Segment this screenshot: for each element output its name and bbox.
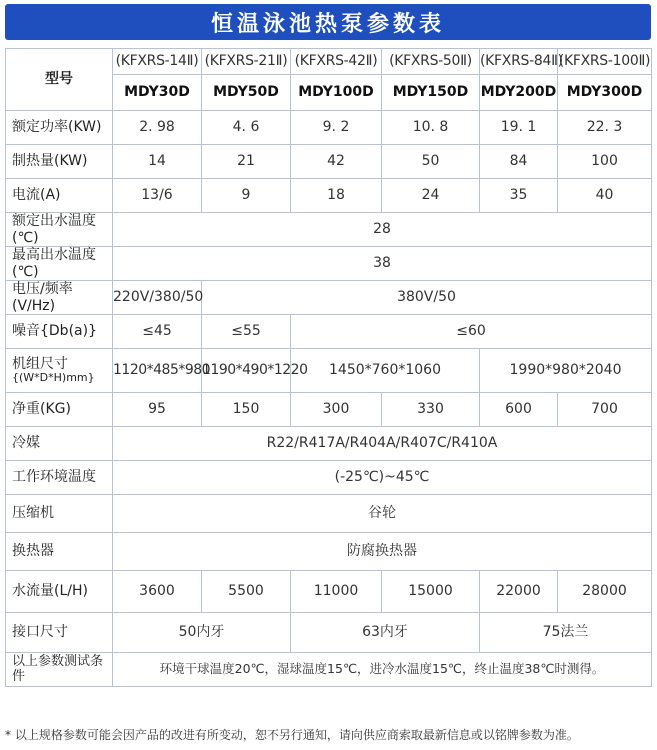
cell-value: 14 <box>113 145 202 179</box>
cell-value: 63内牙 <box>291 613 480 653</box>
cell-value: 防腐换热器 <box>113 533 652 571</box>
model-name: MDY300D <box>558 75 652 111</box>
cell-value: 4. 6 <box>202 111 291 145</box>
model-name: MDY200D <box>480 75 558 111</box>
model-code: (KFXRS-100Ⅱ) <box>558 49 652 75</box>
exchanger-row <box>6 533 652 571</box>
row-label: 水流量(L/H) <box>6 571 113 613</box>
cell-value: 38 <box>113 247 652 281</box>
row-label: 以上参数测试条件 <box>6 653 113 687</box>
compressor-row <box>6 495 652 533</box>
cell-value: 380V/50 <box>202 281 652 315</box>
cell-value: 35 <box>480 179 558 213</box>
cell-value: 2. 98 <box>113 111 202 145</box>
cell-value: 18 <box>291 179 382 213</box>
model-code: (KFXRS-21Ⅱ) <box>202 49 291 75</box>
dims-row <box>6 349 652 393</box>
cell-value: R22/R417A/R404A/R407C/R410A <box>113 427 652 461</box>
cell-value: 28 <box>113 213 652 247</box>
cell-value: 3600 <box>113 571 202 613</box>
cell-value: 19. 1 <box>480 111 558 145</box>
cell-value: 50 <box>382 145 480 179</box>
cell-value: 40 <box>558 179 652 213</box>
cell-value: 5500 <box>202 571 291 613</box>
voltage-row <box>6 281 652 315</box>
cell-value: 9 <box>202 179 291 213</box>
title-bar <box>5 4 651 40</box>
cell-value: 600 <box>480 393 558 427</box>
dims-label: 机组尺寸 <box>12 356 68 373</box>
cell-value: 10. 8 <box>382 111 480 145</box>
cell-value: 700 <box>558 393 652 427</box>
spec-table <box>5 48 652 687</box>
cell-value: 11000 <box>291 571 382 613</box>
cell-value: 22. 3 <box>558 111 652 145</box>
ambient-row <box>6 461 652 495</box>
row-label: 额定功率(KW) <box>6 111 113 145</box>
model-label: 型号 <box>6 49 113 111</box>
cell-value: 1450*760*1060 <box>291 349 480 393</box>
cell-value: (-25℃)~45℃ <box>113 461 652 495</box>
cell-value: 1990*980*2040 <box>480 349 652 393</box>
cell-value: 84 <box>480 145 558 179</box>
cell-value: 22000 <box>480 571 558 613</box>
row-label: 噪音{Db(a)} <box>6 315 113 349</box>
cell-value: 21 <box>202 145 291 179</box>
weight-row <box>6 393 652 427</box>
model-code: (KFXRS-14Ⅱ) <box>113 49 202 75</box>
row-label: 压缩机 <box>6 495 113 533</box>
cell-value: 谷轮 <box>113 495 652 533</box>
cell-value: 95 <box>113 393 202 427</box>
model-code-row <box>6 49 652 75</box>
model-name: MDY150D <box>382 75 480 111</box>
cell-value: ≤60 <box>291 315 652 349</box>
row-label: 冷媒 <box>6 427 113 461</box>
flow-row <box>6 571 652 613</box>
cell-value: 75法兰 <box>480 613 652 653</box>
cell-value: 330 <box>382 393 480 427</box>
page-title: 恒温泳池热泵参数表 <box>210 11 445 37</box>
row-label <box>6 349 113 393</box>
cell-value: 9. 2 <box>291 111 382 145</box>
cell-value: 环境干球温度20℃，湿球温度15℃，进冷水温度15℃，终止温度38℃时测得。 <box>113 653 652 687</box>
cell-value: 24 <box>382 179 480 213</box>
cell-value: 150 <box>202 393 291 427</box>
noise-row <box>6 315 652 349</box>
connector-row <box>6 613 652 653</box>
cell-value: 15000 <box>382 571 480 613</box>
heating-row <box>6 145 652 179</box>
row-label: 接口尺寸 <box>6 613 113 653</box>
cell-value: 220V/380/50 <box>113 281 202 315</box>
cell-value: 50内牙 <box>113 613 291 653</box>
max-outlet-row <box>6 247 652 281</box>
model-code: (KFXRS-84Ⅱ) <box>480 49 558 75</box>
row-label: 额定出水温度(℃) <box>6 213 113 247</box>
cell-value: ≤45 <box>113 315 202 349</box>
model-name: MDY50D <box>202 75 291 111</box>
cell-value: 100 <box>558 145 652 179</box>
model-name: MDY30D <box>113 75 202 111</box>
row-label: 电压/频率(V/Hz) <box>6 281 113 315</box>
cell-value: 13/6 <box>113 179 202 213</box>
cell-value: 42 <box>291 145 382 179</box>
footnote: * 以上规格参数可能会因产品的改进有所变动，恕不另行通知，请向供应商索取最新信息或以铭牌参数为准。 <box>5 727 579 742</box>
model-code: (KFXRS-50Ⅱ) <box>382 49 480 75</box>
current-row <box>6 179 652 213</box>
row-label: 换热器 <box>6 533 113 571</box>
row-label: 工作环境温度 <box>6 461 113 495</box>
refrigerant-row <box>6 427 652 461</box>
row-label: 最高出水温度(℃) <box>6 247 113 281</box>
cell-value: 300 <box>291 393 382 427</box>
cell-value: 1190*490*1220 <box>202 349 291 393</box>
cell-value: ≤55 <box>202 315 291 349</box>
row-label: 电流(A) <box>6 179 113 213</box>
row-label: 净重(KG) <box>6 393 113 427</box>
row-label: 制热量(KW) <box>6 145 113 179</box>
model-code: (KFXRS-42Ⅱ) <box>291 49 382 75</box>
model-name: MDY100D <box>291 75 382 111</box>
dims-label-unit: {(W*D*H)mm} <box>12 371 95 385</box>
test-condition-row <box>6 653 652 687</box>
cell-value: 1120*485*980 <box>113 349 202 393</box>
power-row <box>6 111 652 145</box>
cell-value: 28000 <box>558 571 652 613</box>
rated-outlet-row <box>6 213 652 247</box>
